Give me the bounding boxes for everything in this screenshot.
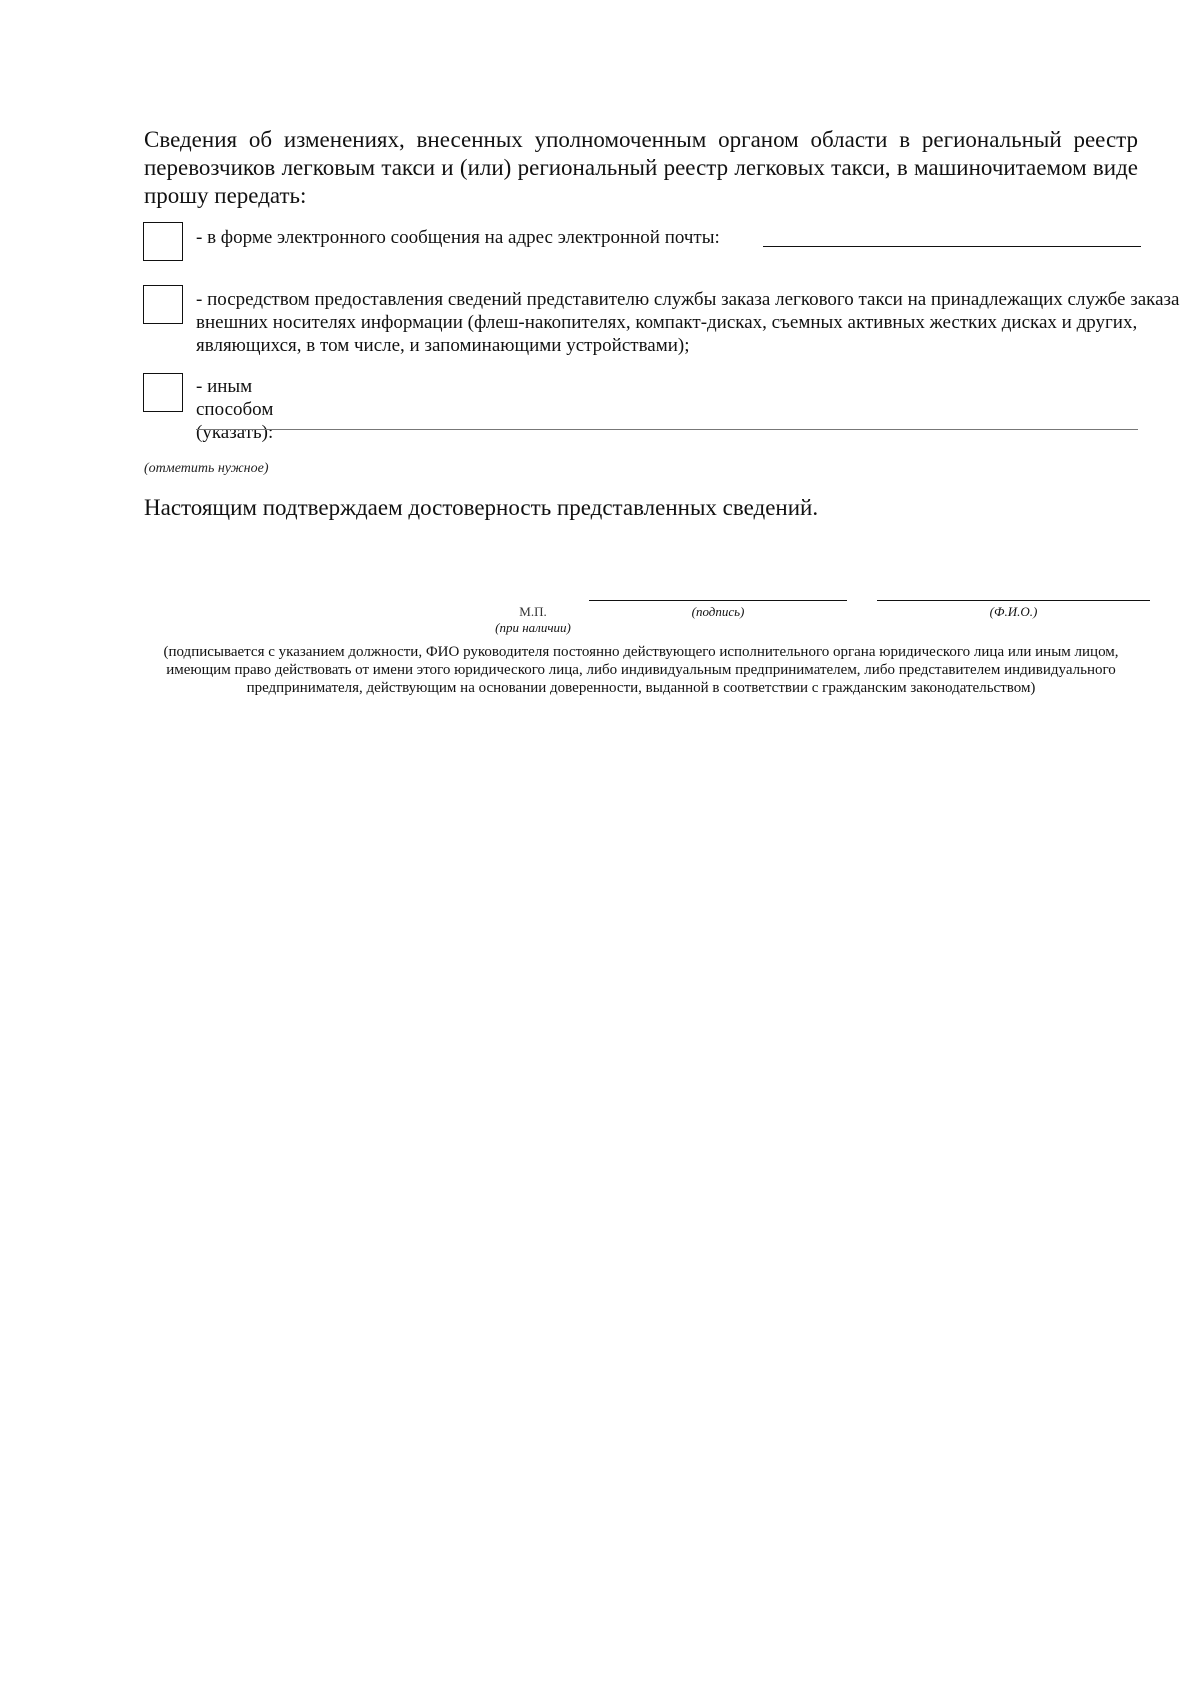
other-method-option-label: - иным способом (указать): <box>196 376 274 443</box>
stamp-note: (при наличии) <box>495 620 571 635</box>
email-address-field[interactable] <box>763 246 1141 247</box>
full-name-caption: (Ф.И.О.) <box>989 604 1038 619</box>
stamp-label: М.П. <box>519 604 547 619</box>
signature-caption: (подпись) <box>691 604 745 619</box>
external-media-checkbox[interactable] <box>143 285 183 324</box>
full-name-field[interactable] <box>877 600 1150 601</box>
intro-paragraph: Сведения об изменениях, внесенных уполномоченным органом области в региональный реестр перевозчиков легковым такси и (или) региональный реестр легковых такси, в машиночитаемом виде прошу передать: <box>144 127 1138 208</box>
email-option-label: - в форме электронного сообщения на адрес электронной почты: <box>196 227 720 248</box>
other-method-checkbox[interactable] <box>143 373 183 412</box>
signature-field[interactable] <box>589 600 847 601</box>
external-media-option-label: - посредством предоставления сведений представителю службы заказа легкового такси на принадлежащих службе заказа внешних носителях информации (флеш-накопителях, компакт-дисках, съемных активных жестких дисках и других, являющихся, в том числе, и запоминающими устройствами); <box>196 289 1180 356</box>
mark-note: (отметить нужное) <box>144 461 269 476</box>
signature-footnote: (подписывается с указанием должности, ФИО руководителя постоянно действующего исполнительного органа юридического лица или иным лицом, имеющим право действовать от имени этого юридического лица, либо индивидуальным предпринимателем, либо представителем индивидуального предпринимателя, действующим на основании доверенности, выданной в соответствии с гражданским законодательством) <box>163 644 1119 696</box>
email-checkbox[interactable] <box>143 222 183 261</box>
confirmation-statement: Настоящим подтверждаем достоверность представленных сведений. <box>144 495 819 520</box>
other-method-field[interactable] <box>196 429 1138 430</box>
